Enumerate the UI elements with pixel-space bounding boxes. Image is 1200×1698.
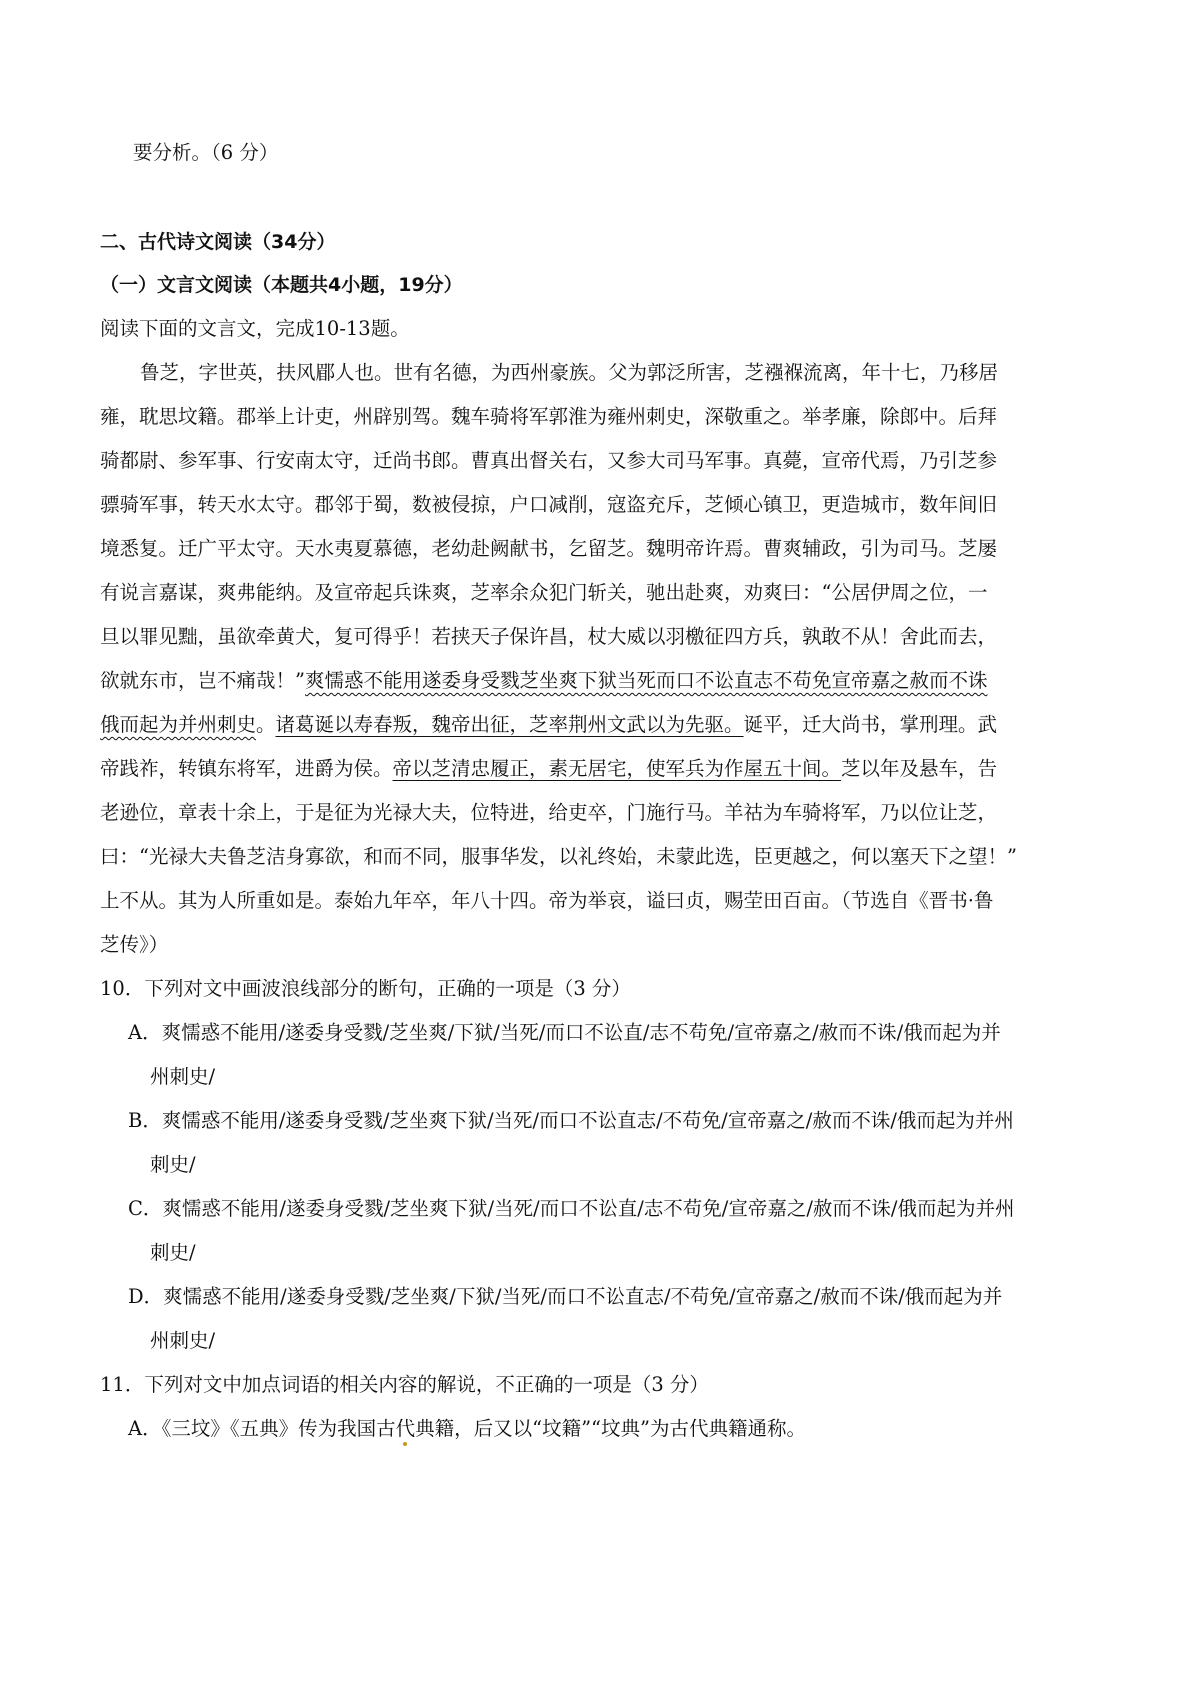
passage-text: 。	[256, 713, 276, 736]
passage-line: 骠骑军事，转天水太守。郡邻于蜀，数被侵掠，户口减削，寇盗充斥，芝倾心镇卫，更造城市，数年间旧	[100, 493, 998, 516]
question-stem: 11．下列对文中加点词语的相关内容的解说，不正确的一项是（3 分）	[100, 1373, 709, 1396]
passage-line	[100, 711, 997, 739]
option-text: 典籍，后又以“坟籍”“坟典”为古代典籍通称。	[415, 1417, 806, 1440]
passage-text: 帝践祚，转镇东将军，进爵为侯。	[100, 757, 393, 780]
option-text: A．《三坟》《五典》传为我国古	[128, 1417, 396, 1440]
previous-question-fragment: 要分析。（6 分）	[133, 141, 279, 164]
passage-line: 老逊位，章表十余上，于是征为光禄大夫，位特进，给吏卒，门施行马。羊祜为车骑将军，乃以位让芝，	[100, 801, 998, 824]
passage-line: 骑都尉、参军事、行安南太守，迁尚书郎。曹真出督关右，又参大司马军事。真薨，宣帝代焉，乃引芝参	[100, 449, 998, 472]
section-heading: 二、古代诗文阅读（34分）	[100, 231, 336, 253]
passage-line: 曰：“光禄大夫鲁芝洁身寡欲，和而不同，服事华发，以礼终始，未蒙此选，臣更越之，何以塞天下之望！”	[100, 845, 1017, 868]
underlined-sentence: 帝以芝清忠履正，素无居宅，使军兵为作屋五十间。	[392, 757, 842, 780]
passage-line: 鲁芝，字世英，扶风郿人也。世有名德，为西州豪族。父为郭泛所害，芝襁褓流离，年十七，乃移居	[140, 361, 999, 384]
option-c: C．爽懦惑不能用/遂委身受戮/芝坐爽下狱/当死/而口不讼直/志不苟免/宣帝嘉之/赦而不诛/俄而起为并州	[128, 1197, 1015, 1220]
passage-line: 旦以罪见黜，虽欲牵黄犬，复可得乎！若挟天子保许昌，杖大威以羽檄征四方兵，孰敢不从！舍此而去，	[100, 625, 998, 648]
passage-text: 诞平，迁大尚书，掌刑理。武	[743, 713, 998, 736]
option-a: A．爽懦惑不能用/遂委身受戮/芝坐爽/下狱/当死/而口不讼直/志不苟免/宣帝嘉之/赦而不诛/俄而起为并	[128, 1021, 1001, 1044]
option-b-continuation: 刺史/	[150, 1153, 196, 1176]
option-d: D．爽懦惑不能用/遂委身受戮/芝坐爽/下狱/当死/而口不讼直志/不苟免/宣帝嘉之/赦而不诛/俄而起为并	[128, 1285, 1003, 1308]
option-a-continuation: 州刺史/	[150, 1065, 216, 1088]
option-b: B．爽懦惑不能用/遂委身受戮/芝坐爽下狱/当死/而口不讼直志/不苟免/宣帝嘉之/赦而不诛/俄而起为并州	[128, 1109, 1014, 1132]
passage-line	[100, 755, 997, 783]
passage-line: 雍，耽思坟籍。郡举上计吏，州辟别驾。魏车骑将军郭淮为雍州刺史，深敬重之。举孝廉，除郎中。后拜	[100, 405, 998, 428]
option-a	[128, 1415, 806, 1443]
wavy-underlined-text: 爽懦惑不能用遂委身受戮芝坐爽下狱当死而口不讼直志不苟免宣帝嘉之赦而不诛	[304, 669, 988, 692]
emphasis-dot-char: 代	[395, 1417, 416, 1440]
passage-line: 有说言嘉谋，爽弗能纳。及宣帝起兵诛爽，芝率余众犯门斩关，驰出赴爽，劝爽曰：“公居伊周之位，一	[100, 581, 988, 604]
option-d-continuation: 州刺史/	[150, 1329, 216, 1352]
passage-line	[100, 667, 988, 695]
passage-text: 芝以年及悬车，告	[841, 757, 998, 780]
passage-line: 上不从。其为人所重如是。泰始九年卒，年八十四。帝为举哀，谥曰贞，赐茔田百亩。（节选自《晋书·鲁	[100, 889, 994, 912]
subsection-heading: （一）文言文阅读（本题共4小题，19分）	[100, 274, 463, 296]
underlined-sentence: 诸葛诞以寿春叛，魏帝出征，芝率荆州文武以为先驱。	[275, 713, 744, 736]
question-stem: 10．下列对文中画波浪线部分的断句，正确的一项是（3 分）	[100, 977, 631, 1000]
passage-line: 芝传》）	[100, 933, 169, 956]
option-c-continuation: 刺史/	[150, 1241, 196, 1264]
passage-line: 境悉复。迁广平太守。天水夷夏慕德，老幼赴阙献书，乞留芝。魏明帝许焉。曹爽辅政，引为司马。芝屡	[100, 537, 998, 560]
reading-instruction: 阅读下面的文言文，完成10-13题。	[100, 317, 410, 340]
passage-text: 欲就东市，岂不痛哉！”	[100, 669, 305, 692]
wavy-underlined-text: 俄而起为并州刺史	[100, 713, 257, 736]
